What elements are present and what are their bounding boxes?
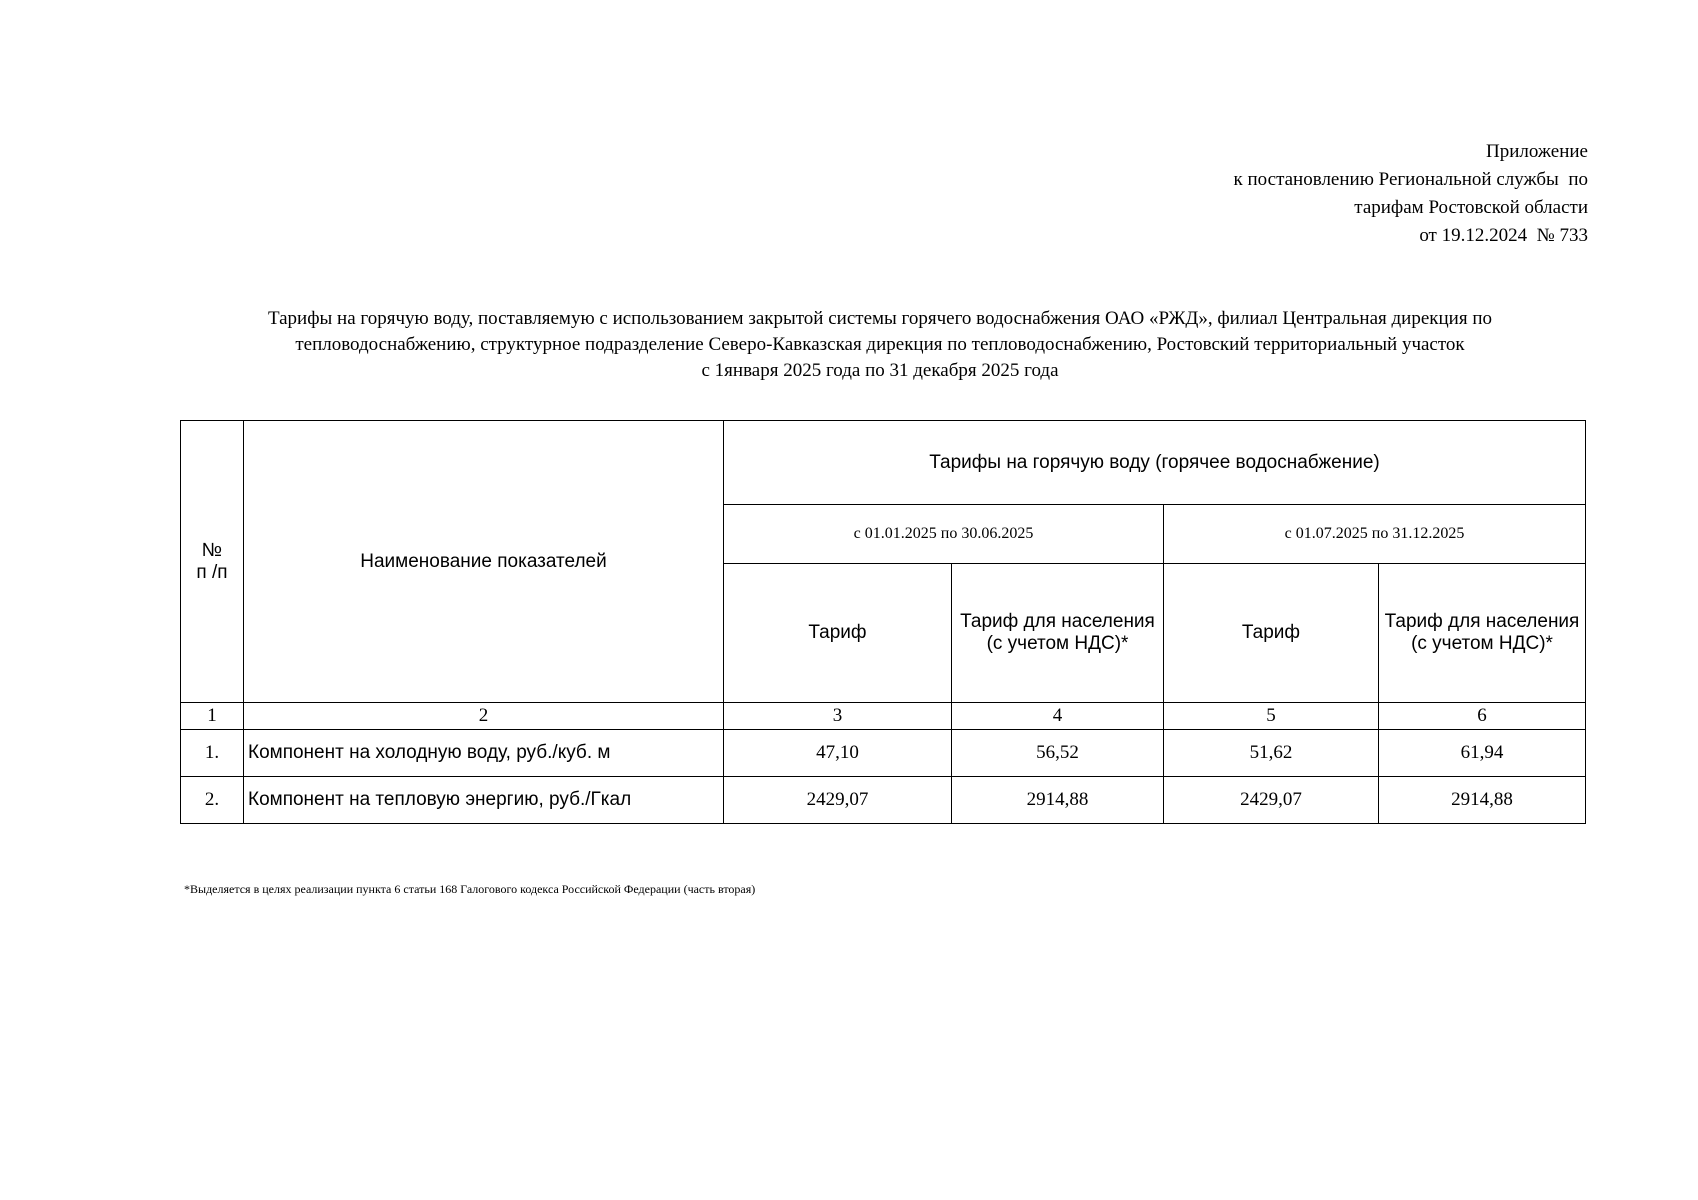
table-row xyxy=(181,730,1586,777)
header-num-symbol: № xyxy=(201,539,223,561)
header-tariff-pop-1-line-2: (с учетом НДС)* xyxy=(986,633,1129,654)
row-value-4: 61,94 xyxy=(1379,730,1586,777)
header-num-sub: п /п xyxy=(196,561,228,583)
row-value-2: 56,52 xyxy=(952,730,1164,777)
footnote: *Выделяется в целях реализации пункта 6 статьи 168 Галогового кодекса Российской Федерации (часть вторая) xyxy=(184,882,756,896)
appendix-line-1: Приложение xyxy=(1486,141,1588,162)
index-cell-2: 2 xyxy=(244,703,724,730)
index-cell-1: 1 xyxy=(181,703,244,730)
index-cell-6: 6 xyxy=(1379,703,1586,730)
document-title xyxy=(150,306,1610,384)
title-line-3: с 1января 2025 года по 31 декабря 2025 года xyxy=(701,360,1059,381)
row-value-1: 47,10 xyxy=(724,730,952,777)
header-name-cell: Наименование показателей xyxy=(244,421,724,703)
header-period-2: с 01.07.2025 по 31.12.2025 xyxy=(1164,505,1586,564)
row-name: Компонент на холодную воду, руб./куб. м xyxy=(244,730,724,777)
header-tariff-pop-1-line-1: Тариф для населения xyxy=(960,611,1155,632)
index-cell-3: 3 xyxy=(724,703,952,730)
table-header-row-1 xyxy=(181,421,1586,505)
header-tariff-1: Тариф xyxy=(724,564,952,703)
header-tariff-pop-2-line-1: Тариф для населения xyxy=(1384,611,1580,632)
title-line-2: тепловодоснабжению, структурное подразделение Северо-Кавказская дирекция по тепловодоснабжению, Ростовский территориальный участок xyxy=(295,334,1465,355)
appendix-line-4: от 19.12.2024 № 733 xyxy=(1419,225,1588,246)
row-value-4: 2914,88 xyxy=(1379,777,1586,824)
index-cell-5: 5 xyxy=(1164,703,1379,730)
header-num-cell xyxy=(181,421,244,703)
table-row xyxy=(181,777,1586,824)
row-value-1: 2429,07 xyxy=(724,777,952,824)
appendix-header xyxy=(1234,138,1588,250)
row-value-3: 51,62 xyxy=(1164,730,1379,777)
index-cell-4: 4 xyxy=(952,703,1164,730)
header-tariff-pop-1 xyxy=(952,564,1164,703)
header-group-cell: Тарифы на горячую воду (горячее водоснабжение) xyxy=(724,421,1586,505)
row-value-3: 2429,07 xyxy=(1164,777,1379,824)
row-num: 2. xyxy=(181,777,244,824)
header-period-1: с 01.01.2025 по 30.06.2025 xyxy=(724,505,1164,564)
row-value-2: 2914,88 xyxy=(952,777,1164,824)
row-num: 1. xyxy=(181,730,244,777)
title-line-1: Тарифы на горячую воду, поставляемую с использованием закрытой системы горячего водоснабжения ОАО «РЖД», филиал Центральная дирекция по xyxy=(267,308,1493,329)
appendix-line-3: тарифам Ростовской области xyxy=(1354,197,1588,218)
appendix-line-2: к постановлению Региональной службы по xyxy=(1233,169,1588,190)
header-tariff-2: Тариф xyxy=(1164,564,1379,703)
header-tariff-pop-2 xyxy=(1379,564,1586,703)
row-name: Компонент на тепловую энергию, руб./Гкал xyxy=(244,777,724,824)
header-tariff-pop-2-line-2: (с учетом НДС)* xyxy=(1411,633,1553,654)
tariffs-table xyxy=(180,420,1586,824)
table-index-row xyxy=(181,703,1586,730)
